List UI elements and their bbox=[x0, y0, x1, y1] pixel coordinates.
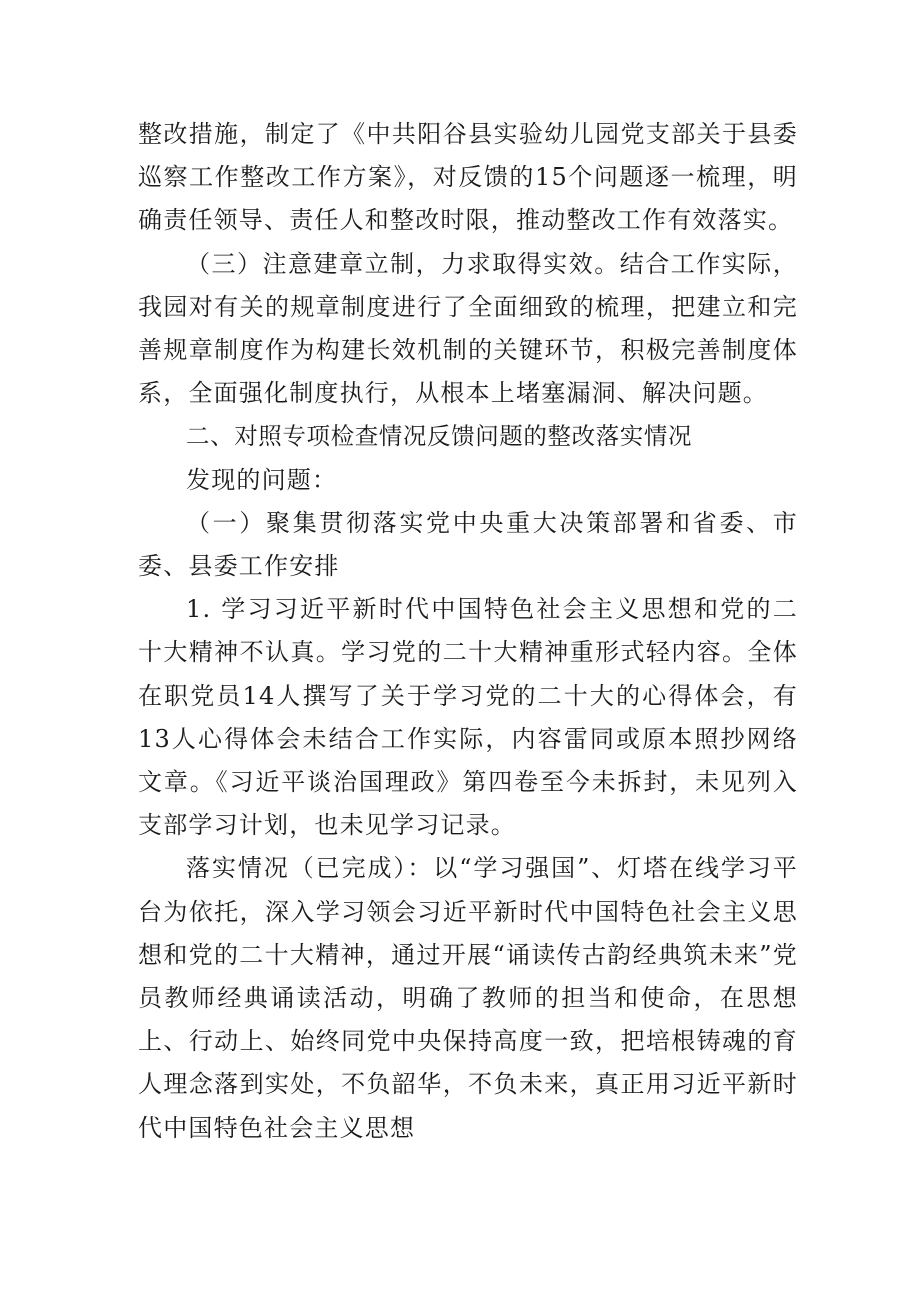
paragraph-problem-one: 1. 学习习近平新时代中国特色社会主义思想和党的二十大精神不认真。学习党的二十大精神重形式轻内容。全体在职党员14人撰写了关于学习党的二十大的心得体会，有13人心得体会未结合工作实际，内容雷同或原本照抄网络文章。《习近平谈治国理政》第四卷至今未拆封，未见列入支部学习计划，也未见学习记录。 bbox=[138, 595, 798, 840]
paragraph-problems-found-label: 发现的问题： bbox=[186, 465, 338, 494]
paragraph-implementation-status: 落实情况（已完成）：以“学习强国”、灯塔在线学习平台为依托，深入学习领会习近平新时代中国特色社会主义思想和党的二十大精神，通过开展“诵读传古韵经典筑未来”党员教师经典诵读活动，明确了教师的担当和使命，在思想上、行动上、始终同党中央保持高度一致，把培根铸魂的育人理念落到实处，不负韶华，不负未来，真正用习近平新时代中国特色社会主义思想 bbox=[138, 854, 798, 1142]
paragraph-rectification-measures: 整改措施，制定了《中共阳谷县实验幼儿园党支部关于县委巡察工作整改工作方案》，对反馈的15个问题逐一梳理，明确责任领导、责任人和整改时限，推动整改工作有效落实。 bbox=[138, 120, 798, 235]
paragraph-rules-and-systems: （三）注意建章立制，力求取得实效。结合工作实际，我园对有关的规章制度进行了全面细致的梳理，把建立和完善规章制度作为构建长效机制的关键环节，积极完善制度体系，全面强化制度执行，从根本上堵塞漏洞、解决问题。 bbox=[138, 249, 798, 408]
section-heading: 二、对照专项检查情况反馈问题的整改落实情况 bbox=[186, 422, 693, 451]
paragraph-subsection-one: （一）聚集贯彻落实党中央重大决策部署和省委、市委、县委工作安排 bbox=[138, 508, 798, 581]
document-body bbox=[138, 113, 798, 1150]
